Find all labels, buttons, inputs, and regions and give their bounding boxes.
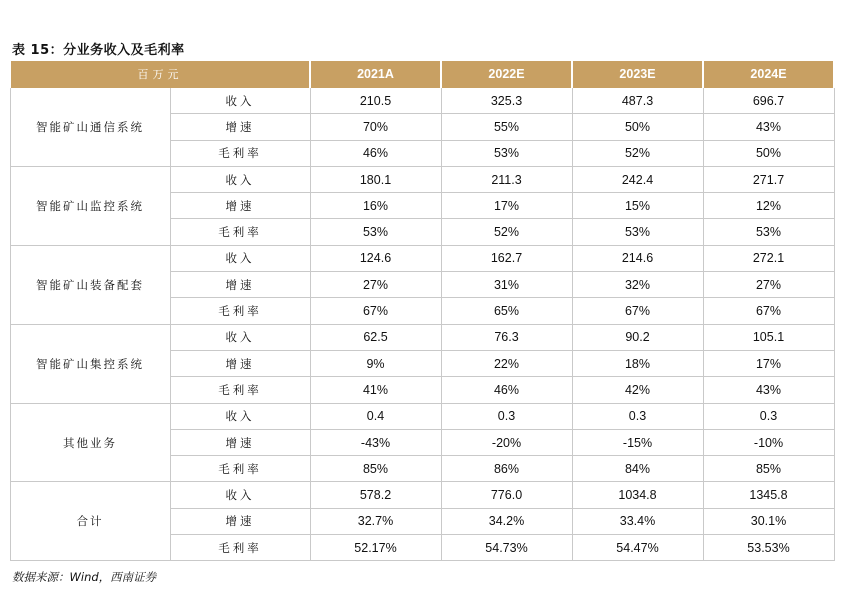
value-cell: 27%: [703, 272, 834, 298]
value-cell: 211.3: [441, 166, 572, 192]
value-cell: 162.7: [441, 245, 572, 271]
value-cell: 85%: [703, 456, 834, 482]
value-cell: 53%: [441, 140, 572, 166]
value-cell: 43%: [703, 114, 834, 140]
value-cell: 53%: [310, 219, 441, 245]
metric-label: 毛利率: [170, 298, 310, 324]
value-cell: 214.6: [572, 245, 703, 271]
value-cell: 53%: [572, 219, 703, 245]
value-cell: 52%: [441, 219, 572, 245]
value-cell: 41%: [310, 377, 441, 403]
value-cell: 17%: [703, 350, 834, 376]
value-cell: 46%: [310, 140, 441, 166]
value-cell: 1345.8: [703, 482, 834, 508]
value-cell: 50%: [703, 140, 834, 166]
value-cell: 32%: [572, 272, 703, 298]
value-cell: 27%: [310, 272, 441, 298]
value-cell: 85%: [310, 456, 441, 482]
value-cell: -43%: [310, 429, 441, 455]
metric-label: 增速: [170, 508, 310, 534]
value-cell: 76.3: [441, 324, 572, 350]
value-cell: 52%: [572, 140, 703, 166]
table-row: [10, 324, 834, 350]
segment-label: 智能矿山装备配套: [10, 245, 170, 324]
value-cell: 33.4%: [572, 508, 703, 534]
value-cell: 46%: [441, 377, 572, 403]
table-row: [10, 166, 834, 192]
table-title: 表 15：分业务收入及毛利率: [12, 43, 185, 58]
value-cell: 50%: [572, 114, 703, 140]
value-cell: -20%: [441, 429, 572, 455]
value-cell: 0.3: [703, 403, 834, 429]
metric-label: 收入: [170, 324, 310, 350]
value-cell: 22%: [441, 350, 572, 376]
year-header: 2022E: [441, 61, 572, 88]
metric-label: 毛利率: [170, 140, 310, 166]
year-header: 2023E: [572, 61, 703, 88]
table-body: [10, 88, 834, 561]
metric-label: 增速: [170, 193, 310, 219]
value-cell: -15%: [572, 429, 703, 455]
financial-table: [9, 61, 835, 561]
metric-label: 增速: [170, 429, 310, 455]
metric-label: 毛利率: [170, 456, 310, 482]
value-cell: 210.5: [310, 88, 441, 114]
value-cell: 271.7: [703, 166, 834, 192]
metric-label: 增速: [170, 350, 310, 376]
segment-label: 其他业务: [10, 403, 170, 482]
value-cell: 15%: [572, 193, 703, 219]
value-cell: 696.7: [703, 88, 834, 114]
value-cell: 325.3: [441, 88, 572, 114]
value-cell: 12%: [703, 193, 834, 219]
value-cell: 0.3: [572, 403, 703, 429]
value-cell: 55%: [441, 114, 572, 140]
value-cell: 32.7%: [310, 508, 441, 534]
value-cell: 53%: [703, 219, 834, 245]
metric-label: 收入: [170, 166, 310, 192]
value-cell: 776.0: [441, 482, 572, 508]
value-cell: 18%: [572, 350, 703, 376]
value-cell: 62.5: [310, 324, 441, 350]
metric-label: 收入: [170, 482, 310, 508]
metric-label: 收入: [170, 403, 310, 429]
value-cell: 54.73%: [441, 535, 572, 561]
value-cell: 1034.8: [572, 482, 703, 508]
metric-label: 毛利率: [170, 535, 310, 561]
value-cell: 70%: [310, 114, 441, 140]
value-cell: 0.3: [441, 403, 572, 429]
value-cell: -10%: [703, 429, 834, 455]
metric-label: 收入: [170, 88, 310, 114]
metric-label: 增速: [170, 114, 310, 140]
metric-label: 毛利率: [170, 377, 310, 403]
value-cell: 90.2: [572, 324, 703, 350]
metric-label: 收入: [170, 245, 310, 271]
unit-header: 百万元: [10, 61, 310, 88]
table-header-row: [10, 61, 834, 88]
value-cell: 67%: [703, 298, 834, 324]
value-cell: 31%: [441, 272, 572, 298]
year-header: 2021A: [310, 61, 441, 88]
table-row: [10, 403, 834, 429]
value-cell: 43%: [703, 377, 834, 403]
table-row: [10, 245, 834, 271]
table-row: [10, 88, 834, 114]
value-cell: 124.6: [310, 245, 441, 271]
value-cell: 67%: [572, 298, 703, 324]
metric-label: 毛利率: [170, 219, 310, 245]
value-cell: 578.2: [310, 482, 441, 508]
table-row: [10, 482, 834, 508]
value-cell: 34.2%: [441, 508, 572, 534]
value-cell: 30.1%: [703, 508, 834, 534]
value-cell: 52.17%: [310, 535, 441, 561]
metric-label: 增速: [170, 272, 310, 298]
value-cell: 272.1: [703, 245, 834, 271]
value-cell: 242.4: [572, 166, 703, 192]
value-cell: 180.1: [310, 166, 441, 192]
segment-label: 智能矿山监控系统: [10, 166, 170, 245]
value-cell: 86%: [441, 456, 572, 482]
value-cell: 53.53%: [703, 535, 834, 561]
source-note: 数据来源：Wind，西南证券: [12, 570, 157, 584]
value-cell: 67%: [310, 298, 441, 324]
value-cell: 9%: [310, 350, 441, 376]
value-cell: 65%: [441, 298, 572, 324]
value-cell: 105.1: [703, 324, 834, 350]
value-cell: 0.4: [310, 403, 441, 429]
value-cell: 487.3: [572, 88, 703, 114]
segment-label: 智能矿山通信系统: [10, 88, 170, 167]
segment-label: 合计: [10, 482, 170, 561]
value-cell: 54.47%: [572, 535, 703, 561]
value-cell: 16%: [310, 193, 441, 219]
value-cell: 42%: [572, 377, 703, 403]
value-cell: 84%: [572, 456, 703, 482]
year-header: 2024E: [703, 61, 834, 88]
value-cell: 17%: [441, 193, 572, 219]
segment-label: 智能矿山集控系统: [10, 324, 170, 403]
